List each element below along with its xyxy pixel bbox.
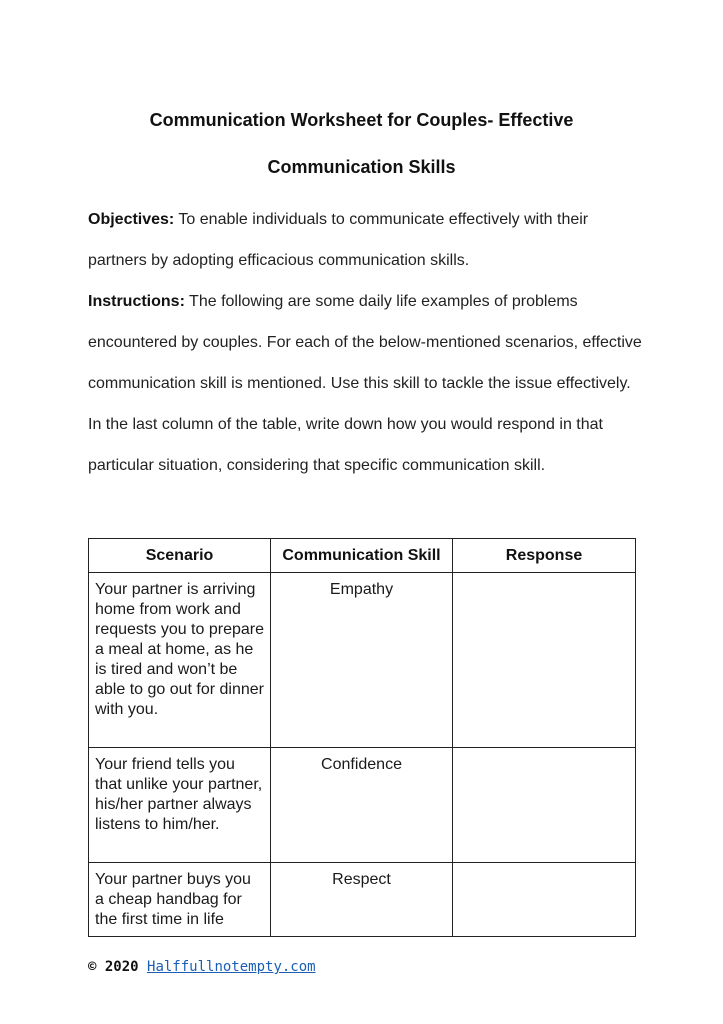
skill-text: Confidence — [321, 756, 402, 773]
scenario-table — [88, 538, 636, 937]
objectives-label: Objectives: — [88, 211, 175, 228]
table-row — [89, 573, 636, 748]
scenario-cell — [89, 748, 271, 863]
table-header-row — [89, 539, 636, 573]
copyright-text: © 2020 — [88, 959, 139, 975]
website-link[interactable]: Halffullnotempty.com — [147, 959, 316, 975]
response-text[interactable] — [453, 863, 635, 876]
scenario-text: Your partner is arriving home from work and requests you to prepare a meal at home, as he is tired and won’t be able to go out for dinner with you. — [95, 581, 265, 718]
skill-text: Respect — [332, 871, 391, 888]
skill-cell — [271, 863, 453, 937]
footer — [88, 959, 316, 975]
objectives-paragraph — [88, 199, 648, 281]
header-communication-skill: Communication Skill — [271, 539, 453, 573]
table-row — [89, 863, 636, 937]
skill-cell — [271, 748, 453, 863]
header-scenario: Scenario — [89, 539, 271, 573]
instructions-label: Instructions: — [88, 293, 185, 310]
response-cell[interactable] — [453, 748, 636, 863]
title-line-1: Communication Worksheet for Couples- Effective — [149, 110, 574, 130]
table-row — [89, 748, 636, 863]
scenario-text: Your friend tells you that unlike your partner, his/her partner always listens to him/her. — [95, 756, 263, 833]
title-line-2: Communication Skills — [267, 157, 456, 177]
scenario-text: Your partner buys you a cheap handbag for the first time in life — [95, 871, 251, 928]
response-text[interactable] — [453, 573, 635, 586]
response-cell[interactable] — [453, 573, 636, 748]
scenario-cell — [89, 573, 271, 748]
skill-text: Empathy — [329, 581, 394, 598]
instructions-paragraph — [88, 281, 648, 486]
objectives-text: To enable individuals to communicate effectively with their partners by adopting efficacious communication skills. — [88, 211, 589, 269]
instructions-text: The following are some daily life examples of problems encountered by couples. For each of the below-mentioned scenarios, effective communication skill is mentioned. Use this skill to tackle the issue effectively. In the last column of the table, write down how you would respond in that particular situation, considering that specific communication skill. — [88, 293, 642, 474]
header-response: Response — [453, 539, 636, 573]
response-text[interactable] — [453, 748, 635, 761]
response-cell[interactable] — [453, 863, 636, 937]
skill-cell — [271, 573, 453, 748]
scenario-cell — [89, 863, 271, 937]
